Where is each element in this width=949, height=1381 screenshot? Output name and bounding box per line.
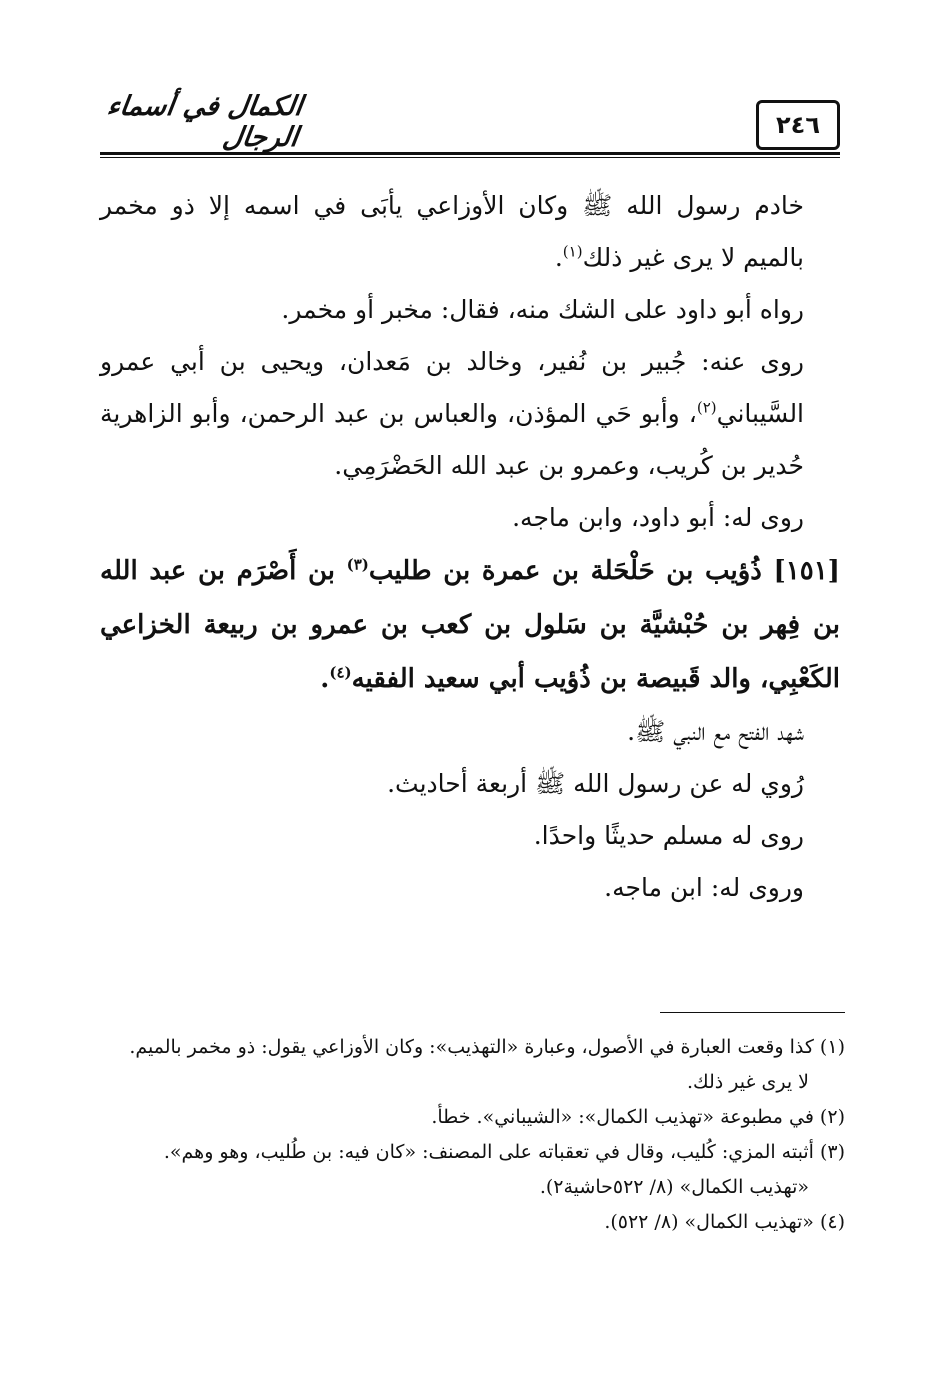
paragraph-6: رُوي له عن رسول الله ﷺ أربعة أحاديث. [387,769,804,798]
footnote-ref-2[interactable]: (٢) [696,398,717,417]
text-line: ، وأبو حَي المؤذن، والعباس بن عبد الرحمن، وأبو الزاهرية [100,399,697,428]
paragraph-4: روى له: أبو داود، وابن ماجه. [512,503,804,532]
text-line: حُدير بن كُريب، وعمرو بن عبد الله الحَضْرَمِي. [334,451,804,480]
entry-line: [١٥١] ذُؤيب بن حَلْحَلة بن عمرة بن طليب [368,556,840,586]
main-text [100,180,840,914]
paragraph-8: وروى له: ابن ماجه. [604,873,804,902]
footnote-separator [660,1012,845,1013]
footnote-1: (١) كذا وقعت العبارة في الأصول، وعبارة «التهذيب»: وكان الأوزاعي يقول: ذو مخمر بالميم. [129,1036,845,1058]
entry-line: فِهر بن حُبْشيَّة بن سَلول بن كعب بن عمرو بن ربيعة الخزاعي [100,610,801,640]
page-header [100,91,840,154]
paragraph-5: شهد الفتح مع النبي ﷺ. [627,717,804,746]
footnote-ref-4[interactable]: (٤) [329,663,352,682]
paragraph-1 [100,180,840,284]
entry-heading-151 [100,544,840,706]
footnote-ref-3[interactable]: (٣) [346,555,369,574]
paragraph-3 [100,336,840,492]
footnote-3: (٣) أثبته المزي: كُليب، وقال في تعقباته على المصنف: «كان فيه: بن طُليب، وهو وهم». [163,1141,845,1163]
footnote-3-continued: «تهذيب الكمال» (٨/ ٥٢٢حاشية٢). [539,1176,809,1198]
page-number: ٢٤٦ [756,100,840,150]
paragraph-2: رواه أبو داود على الشك منه، فقال: مخبر أو مخمر. [281,295,804,324]
entry-line: الكَعْبِي، والد قَبيصة بن ذُؤيب أبي سعيد الفقيه [351,664,840,694]
footnote-2: (٢) في مطبوعة «تهذيب الكمال»: «الشيباني». خطأ. [431,1106,845,1128]
footnote-1-continued: لا يرى غير ذلك. [686,1071,809,1093]
text-line: . [554,243,563,272]
text-line: روى عنه: جُبير بن نُفير، وخالد بن مَعدان، ويحيى بن أبي عمرو [100,347,804,376]
footnote-4: (٤) «تهذيب الكمال» (٨/ ٥٢٢). [604,1211,845,1233]
entry-line: بن أَصْرَم بن عبد الله بن [100,556,840,640]
header-rule [100,152,840,155]
entry-line: . [320,664,330,694]
text-line: بالميم لا يرى غير ذلك [582,243,804,272]
footnotes [100,1030,845,1240]
paragraph-7: روى له مسلم حديثًا واحدًا. [533,821,804,850]
running-title: الكمال في أسماء الرجال [105,91,305,153]
text-line: السَّيباني [716,399,805,428]
text-line: خادم رسول الله ﷺ وكان الأوزاعي يأبَى في اسمه إلا ذو مخمر [100,191,804,220]
header-rule-thin [100,157,840,158]
footnote-ref-1[interactable]: (١) [562,242,583,261]
